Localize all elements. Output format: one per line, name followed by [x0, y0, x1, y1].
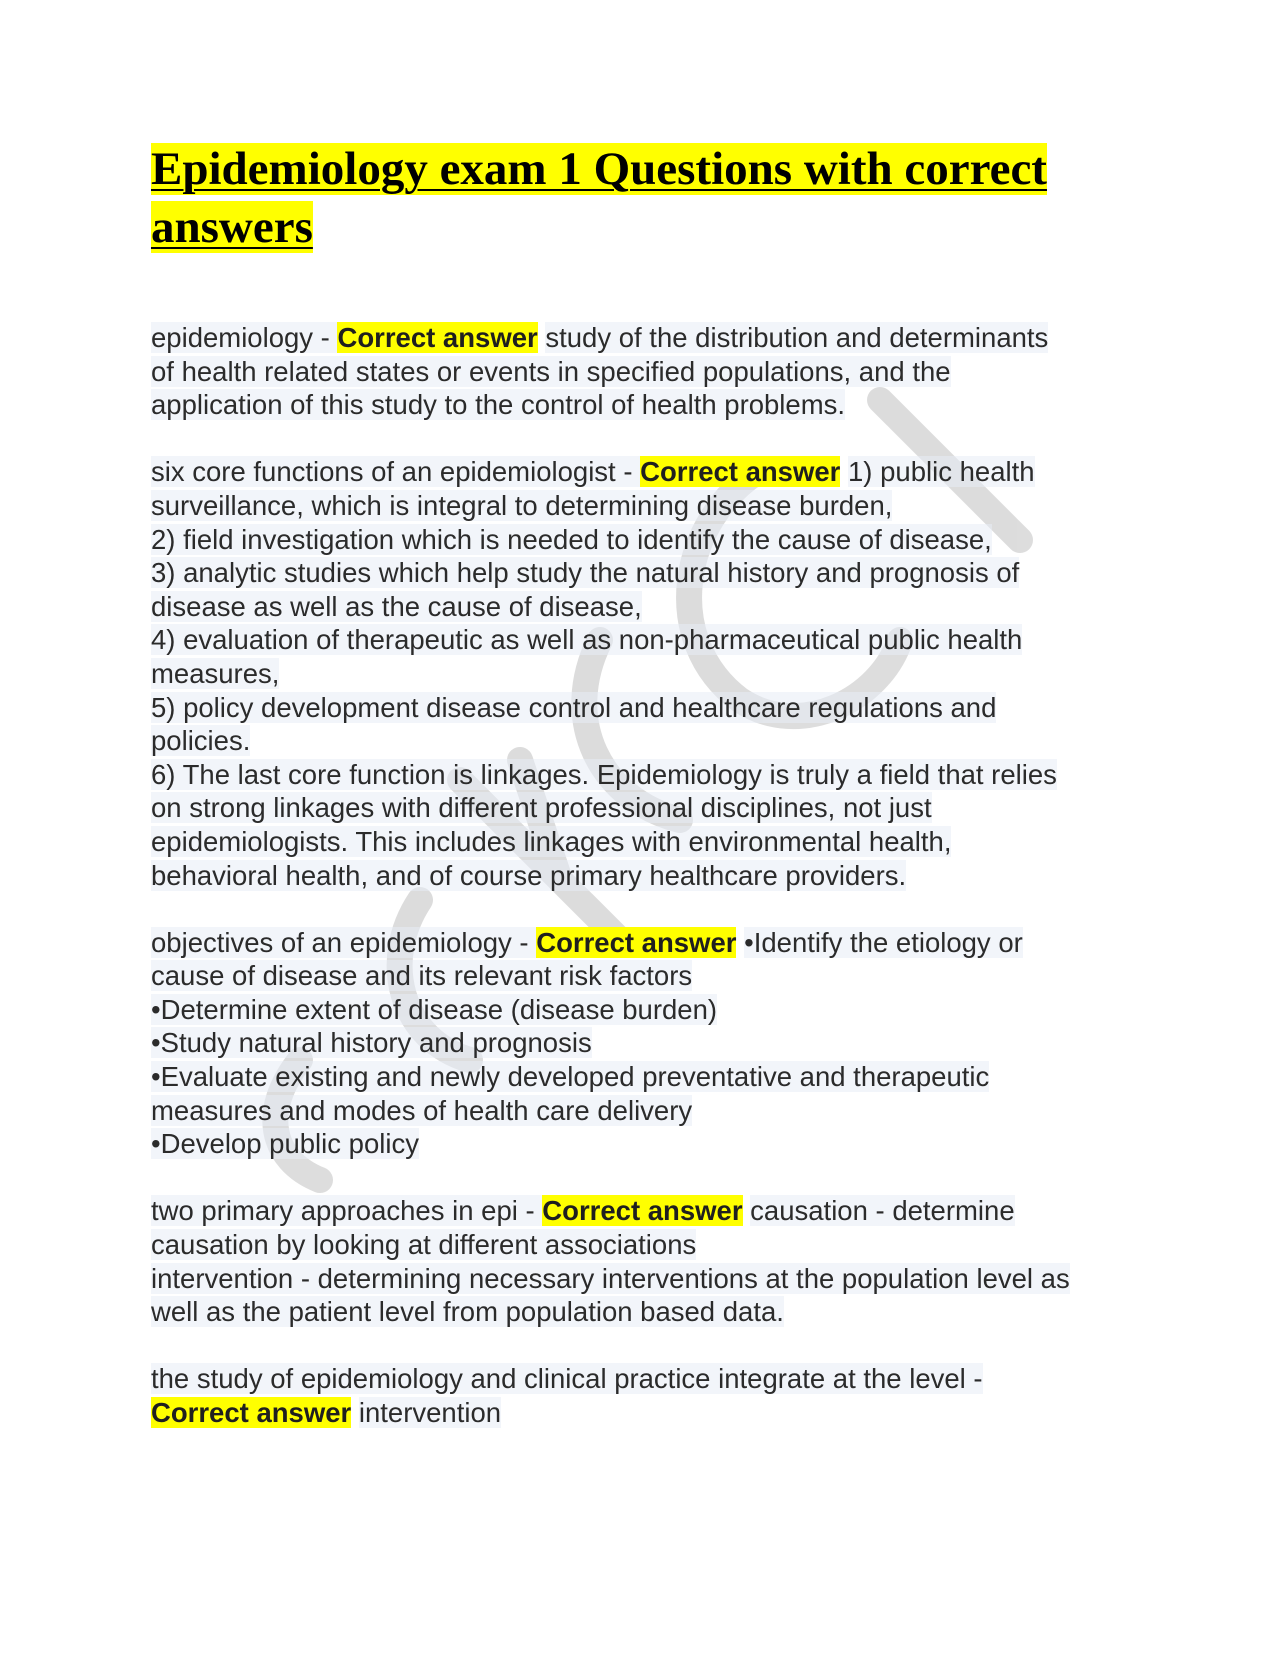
- answer-text: •Identify the etiology or: [744, 926, 1023, 958]
- body-text-line: cause of disease and its relevant risk factors: [151, 960, 693, 992]
- qa-item: [151, 455, 1141, 892]
- answer-text: 1) public health: [848, 456, 1035, 488]
- qa-line: [151, 657, 1141, 691]
- body-text-line: causation by looking at different associations: [151, 1229, 697, 1261]
- qa-line: [151, 959, 1141, 993]
- body-text-line: surveillance, which is integral to determining disease burden,: [151, 489, 893, 521]
- qa-line: [151, 623, 1141, 657]
- correct-answer-label: Correct answer: [640, 456, 841, 488]
- qa-item: [151, 1194, 1141, 1328]
- answer-text: study of the distribution and determinants: [545, 322, 1049, 353]
- body-text-line: •Develop public policy: [151, 1128, 419, 1160]
- body-text-line: measures and modes of health care delivery: [151, 1094, 693, 1126]
- body-text-line: disease as well as the cause of disease,: [151, 590, 642, 622]
- qa-line: [151, 1026, 1141, 1060]
- qa-line: [151, 791, 1141, 825]
- body-text-line: intervention - determining necessary interventions at the population level as: [151, 1262, 1070, 1294]
- qa-line: [151, 1194, 1141, 1228]
- qa-line: [151, 1060, 1141, 1094]
- body-text-line: 5) policy development disease control and healthcare regulations and: [151, 691, 997, 723]
- correct-answer-label: Correct answer: [151, 1397, 352, 1428]
- qa-line: [151, 825, 1141, 859]
- body-text-line: behavioral health, and of course primary healthcare providers.: [151, 859, 907, 891]
- correct-answer-label: Correct answer: [536, 926, 737, 958]
- qa-line: [151, 590, 1141, 624]
- body-text-line: •Study natural history and prognosis: [151, 1027, 592, 1059]
- document-title: [151, 140, 1141, 256]
- body-text-line: well as the patient level from population based data.: [151, 1296, 784, 1328]
- body-text-line: •Determine extent of disease (disease burden): [151, 993, 718, 1025]
- qa-line: [151, 556, 1141, 590]
- question-text: epidemiology -: [151, 322, 338, 353]
- qa-line: [151, 489, 1141, 523]
- correct-answer-label: Correct answer: [542, 1195, 743, 1227]
- body-text-line: on strong linkages with different professional disciplines, not just: [151, 792, 932, 824]
- qa-line: [151, 321, 1141, 355]
- qa-line: [151, 455, 1141, 489]
- body-text-line: policies.: [151, 725, 251, 757]
- qa-line: [151, 1262, 1141, 1296]
- question-text: objectives of an epidemiology -: [151, 926, 537, 958]
- answer-text: causation - determine: [750, 1195, 1015, 1227]
- question-text: six core functions of an epidemiologist -: [151, 456, 641, 488]
- qa-line: [151, 724, 1141, 758]
- question-text: two primary approaches in epi -: [151, 1195, 543, 1227]
- qa-line: [151, 388, 1141, 422]
- title-line-2: answers: [151, 201, 313, 253]
- qa-item: [151, 1362, 1141, 1429]
- qa-line: [151, 1362, 1141, 1396]
- body-text-line: 2) field investigation which is needed to identify the cause of disease,: [151, 523, 992, 555]
- title-line-1: Epidemiology exam 1 Questions with correct: [151, 143, 1047, 195]
- body-text-line: 6) The last core function is linkages. Epidemiology is truly a field that relies: [151, 758, 1057, 790]
- qa-line: [151, 523, 1141, 557]
- qa-line: [151, 1295, 1141, 1329]
- qa-list: [151, 321, 1141, 1430]
- body-text-line: 4) evaluation of therapeutic as well as non-pharmaceutical public health: [151, 624, 1023, 656]
- qa-line: [151, 926, 1141, 960]
- body-text-line: application of this study to the control of health problems.: [151, 389, 846, 421]
- answer-text: intervention: [358, 1397, 502, 1428]
- qa-line: [151, 993, 1141, 1027]
- qa-line: [151, 1396, 1141, 1430]
- body-text-line: the study of epidemiology and clinical practice integrate at the level -: [151, 1363, 983, 1395]
- body-text-line: of health related states or events in specified populations, and the: [151, 355, 951, 387]
- qa-line: [151, 1228, 1141, 1262]
- qa-line: [151, 758, 1141, 792]
- qa-line: [151, 355, 1141, 389]
- qa-item: [151, 926, 1141, 1161]
- body-text-line: measures,: [151, 657, 280, 689]
- body-text-line: epidemiologists. This includes linkages with environmental health,: [151, 825, 952, 857]
- body-text-line: •Evaluate existing and newly developed preventative and therapeutic: [151, 1061, 990, 1093]
- qa-item: [151, 321, 1141, 422]
- qa-line: [151, 1094, 1141, 1128]
- body-text-line: 3) analytic studies which help study the natural history and prognosis of: [151, 557, 1020, 589]
- qa-line: [151, 859, 1141, 893]
- qa-line: [151, 1127, 1141, 1161]
- document-page: [151, 140, 1141, 1463]
- qa-line: [151, 691, 1141, 725]
- correct-answer-label: Correct answer: [337, 322, 538, 353]
